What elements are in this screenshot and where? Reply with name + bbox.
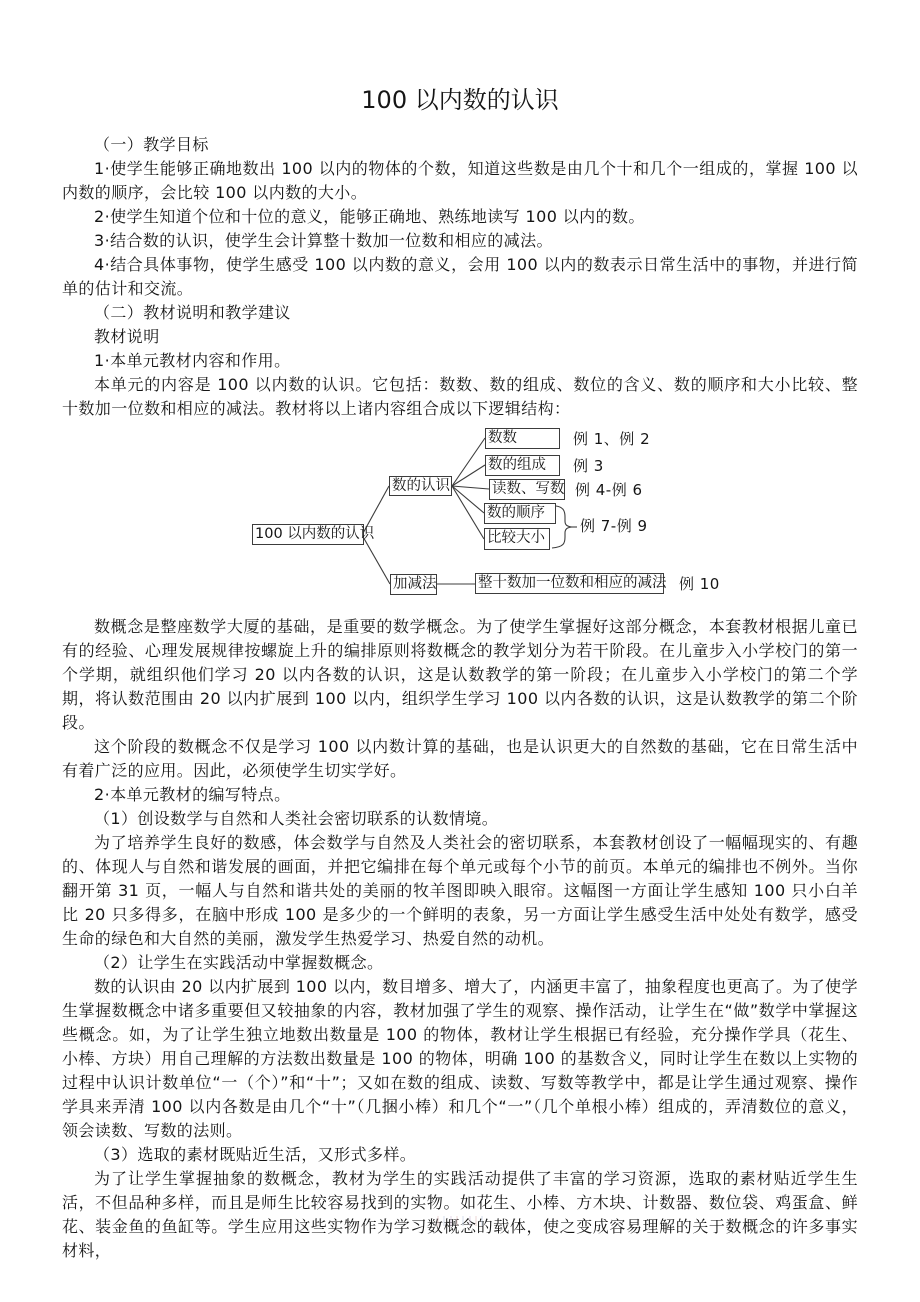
diagram-node-tens-plus-ones: 整十数加一位数和相应的减法 [475, 573, 664, 594]
diagram-root-box: 100 以内数的认识 [252, 524, 364, 545]
heading-feature-2: （2）让学生在实践活动中掌握数概念。 [94, 953, 384, 972]
example-label-1-2: 例 1、例 2 [573, 430, 651, 448]
objective-item-4: 4·结合具体事物，使学生感受 100 以内数的意义，会用 100 以内的数表示日常生活中的事物，并进行简单的估计和交流。 [62, 255, 858, 298]
item-unit-content-and-role: 1·本单元教材内容和作用。 [94, 351, 291, 370]
logic-structure-diagram [62, 427, 858, 607]
example-label-3: 例 3 [573, 457, 604, 475]
para-stage-importance: 这个阶段的数概念不仅是学习 100 以内数计算的基础，也是认识更大的自然数的基础，它在日常生活中有着广泛的应用。因此，必须使学生切实学好。 [62, 737, 858, 780]
heading-teaching-objectives: （一）教学目标 [94, 135, 209, 154]
objective-item-2: 2·使学生知道个位和十位的意义，能够正确地、熟练地读写 100 以内的数。 [94, 207, 645, 226]
diagram-node-order: 数的顺序 [484, 503, 556, 524]
diagram-node-compare: 比较大小 [484, 528, 550, 550]
para-concept-stages: 数概念是整座数学大厦的基础，是重要的数学概念。为了使学生掌握好这部分概念，本套教材根据儿童已有的经验、心理发展规律按螺旋上升的编排原则将数概念的教学划分为若干阶段。在儿童步入小学校门的第一个学期，就组织他们学习 20 以内各数的认识，这是认数教学的第一阶段；在儿童步入小学校门的第二个学期，将认数范围由 20 以内扩展到 100 以内，组织学生学习 100 以内各数的认识，这是认数教学的第二个阶段。 [62, 617, 858, 732]
para-feature-2-detail: 数的认识由 20 以内扩展到 100 以内，数目增多、增大了，内涵更丰富了，抽象程度也更高了。为了使学生掌握数概念中诸多重要但又较抽象的内容，教材加强了学生的观察、操作活动，让学生在“做”数学中掌握这些概念。如，为了让学生独立地数出数量是 100 的物体，教材让学生根据已有经验，充分操作学具（花生、小棒、方块）用自己理解的方法数出数量是 100 的物体，明确 100 的基数含义，同时让学生在数以上实物的过程中认识计数单位“一（个）”和“十”；又如在数的组成、读数、写数等教学中，都是让学生通过观察、操作学具来弄清 100 以内各数是由几个“十”（几捆小棒）和几个“一”（几个单根小棒）组成的，弄清数位的意义，领会读数、写数的法则。 [62, 977, 858, 1140]
diagram-connector-lines [62, 427, 858, 607]
example-label-7-9: 例 7-例 9 [580, 517, 648, 535]
subheading-material-description: 教材说明 [94, 327, 160, 346]
faint-watermark [437, 1216, 485, 1226]
diagram-node-composition: 数的组成 [485, 455, 560, 476]
objective-item-1: 1·使学生能够正确地数出 100 以内的物体的个数，知道这些数是由几个十和几个一组成的，掌握 100 以内数的顺序，会比较 100 以内数的大小。 [62, 159, 858, 202]
example-label-4-6: 例 4-例 6 [575, 481, 643, 499]
heading-feature-1: （1）创设数学与自然和人类社会密切联系的认数情境。 [94, 809, 499, 828]
para-feature-1-detail: 为了培养学生良好的数感，体会数学与自然及人类社会的密切联系，本套教材创设了一幅幅现实的、有趣的、体现人与自然和谐发展的画面，并把它编排在每个单元或每个小节的前页。本单元的编排也不例外。当你翻开第 31 页，一幅人与自然和谐共处的美丽的牧羊图即映入眼帘。这幅图一方面让学生感知 100 只小白羊比 20 只多得多，在脑中形成 100 是多少的一个鲜明的表象，另一方面让学生感受生活中处处有数学，感受生命的绿色和大自然的美丽，激发学生热爱学习、热爱自然的动机。 [62, 833, 858, 948]
diagram-branch-number-cognition: 数的认识 [389, 476, 452, 496]
diagram-node-read-write: 读数、写数 [489, 479, 565, 500]
item-writing-features: 2·本单元教材的编写特点。 [94, 785, 291, 804]
heading-feature-3: （3）选取的素材既贴近生活，又形式多样。 [94, 1145, 417, 1164]
objective-item-3: 3·结合数的认识，使学生会计算整十数加一位数和相应的减法。 [94, 231, 553, 250]
para-feature-3-detail: 为了让学生掌握抽象的数概念，教材为学生的实践活动提供了丰富的学习资源，选取的素材贴近学生生活，不但品种多样，而且是师生比较容易找到的实物。如花生、小棒、方木块、计数器、数位袋、鸡蛋盒、鲜花、装金鱼的鱼缸等。学生应用这些实物作为学习数概念的载体，使之变成容易理解的关于数概念的许多事实材料， [62, 1169, 858, 1260]
heading-material-notes-suggestions: （二）教材说明和教学建议 [94, 303, 291, 322]
example-label-10: 例 10 [679, 575, 720, 593]
diagram-node-counting: 数数 [485, 428, 560, 449]
para-unit-overview: 本单元的内容是 100 以内数的认识。它包括：数数、数的组成、数位的含义、数的顺序和大小比较、整十数加一位数和相应的减法。教材将以上诸内容组合成以下逻辑结构： [62, 375, 858, 418]
diagram-branch-addsub: 加减法 [390, 574, 437, 595]
page-title: 100 以内数的认识 [361, 86, 559, 114]
